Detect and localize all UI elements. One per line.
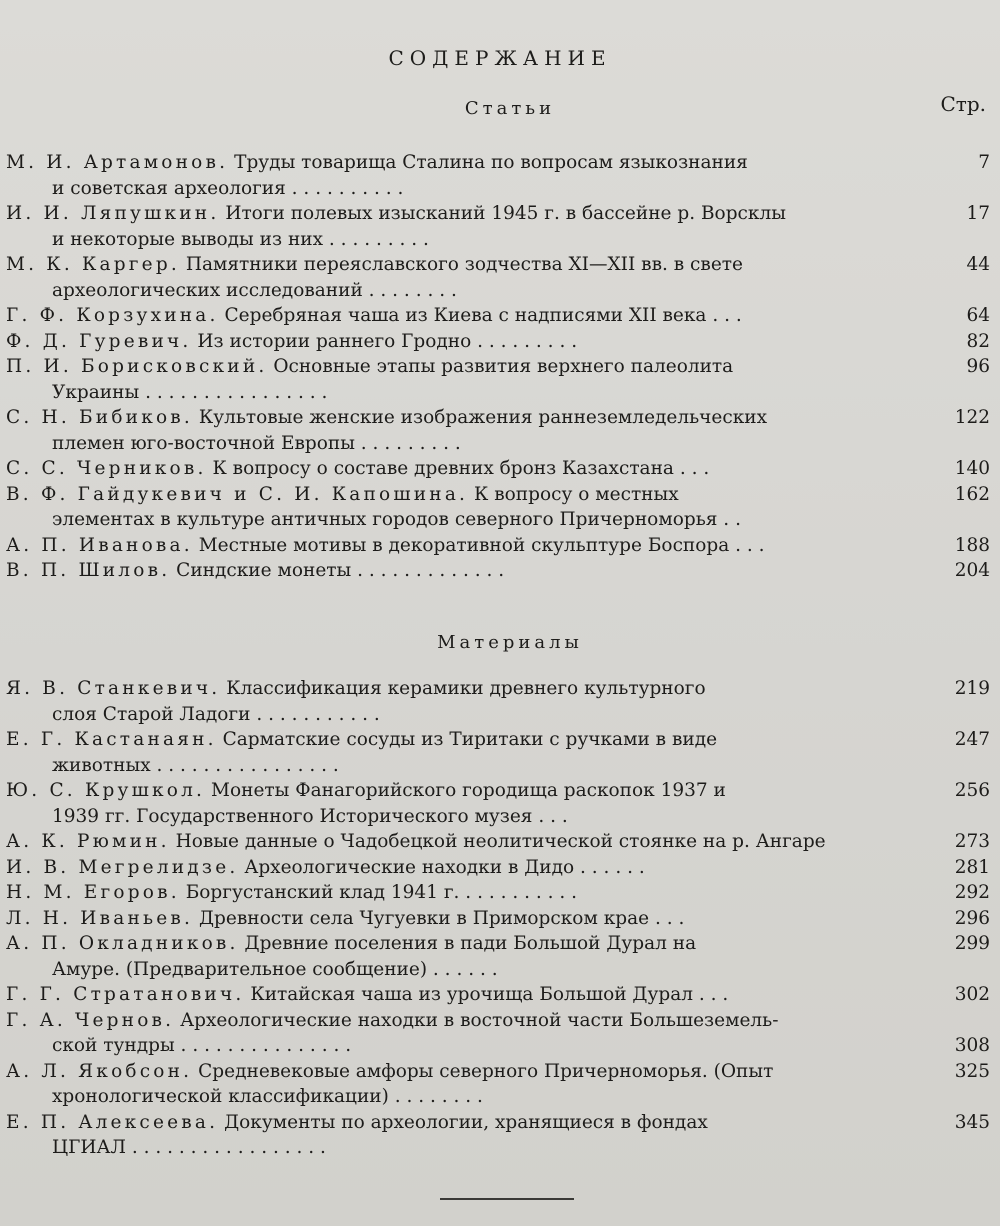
toc-entry-line (6, 1008, 990, 1034)
toc-entry-title: Памятники переяславского зодчества XI—XII вв. в свете (185, 254, 743, 275)
toc-entry-line (6, 176, 990, 202)
toc-entry-page: 122 (954, 407, 990, 428)
toc-entry-line (6, 931, 990, 957)
toc-entry-text (52, 1033, 920, 1059)
toc-entry-page: 140 (954, 458, 990, 479)
materials-list (6, 676, 990, 1161)
toc-entry (6, 1059, 990, 1110)
toc-entry-author: П. И. Борисковский. (6, 356, 268, 377)
toc-entry-author: Г. А. Чернов. (6, 1009, 175, 1031)
toc-entry-page: 292 (954, 882, 990, 903)
toc-entry-page: 162 (954, 483, 990, 505)
toc-entry (6, 982, 990, 1008)
toc-entry-title: ЦГИАЛ . . . . . . . . . . . . . . . . . (52, 1137, 326, 1158)
toc-entry-text (52, 753, 920, 779)
toc-entry-title: и некоторые выводы из них . . . . . . . . . (52, 228, 429, 250)
toc-entry (6, 533, 990, 559)
toc-entry-line (6, 431, 990, 457)
toc-entry-title: К вопросу о составе древних бронз Казахстана . . . (212, 458, 710, 479)
toc-entry (6, 252, 990, 303)
toc-entry-author: В. П. Шилов. (6, 560, 171, 581)
toc-entry-text (52, 227, 920, 253)
toc-entry-title: Средневековые амфоры северного Причерноморья. (Опыт (198, 1060, 774, 1082)
toc-entry-title: Новые данные о Чадобецкой неолитической стоянке на р. Ангаре (175, 831, 826, 852)
toc-entry-author: В. Ф. Гайдукевич и С. И. Капошина. (6, 483, 469, 505)
toc-entry-author: Е. Г. Кастанаян. (6, 729, 217, 750)
toc-entry-title: Археологические находки в Дидо . . . . . . (244, 856, 645, 878)
toc-entry-title: Китайская чаша из урочища Большой Дурал . . . (250, 984, 729, 1005)
toc-entry-line (6, 778, 990, 804)
toc-entry-author: А. Л. Якобсон. (6, 1060, 193, 1082)
toc-entry (6, 906, 990, 932)
toc-entry-text (6, 880, 920, 906)
toc-entry-text (52, 278, 920, 304)
toc-entry-title: Сарматские сосуды из Тиритаки с ручками в виде (222, 729, 718, 750)
toc-entry-line (6, 201, 990, 227)
toc-entry-text (6, 482, 920, 508)
page-title: СОДЕРЖАНИЕ (388, 46, 612, 70)
toc-entry (6, 1008, 990, 1059)
toc-entry-title: Украины . . . . . . . . . . . . . . . . (52, 381, 328, 403)
toc-entry-title: Амуре. (Предварительное сообщение) . . . . . . (52, 958, 498, 980)
toc-entry (6, 778, 990, 829)
toc-entry-line (6, 753, 990, 779)
toc-entry-page: 256 (954, 780, 990, 801)
toc-entry-line (6, 727, 990, 753)
toc-entry (6, 880, 990, 906)
toc-entry-line (6, 303, 990, 329)
toc-entry-page: 204 (954, 560, 990, 581)
toc-entry-line (6, 676, 990, 702)
toc-entry-text (52, 380, 920, 406)
toc-entry-text (6, 778, 920, 804)
toc-entry-title: элементах в культуре античных городов северного Причерноморья . . (52, 509, 741, 530)
toc-entry-line (6, 482, 990, 508)
toc-entry (6, 727, 990, 778)
toc-entry-text (52, 1135, 920, 1161)
closing-rule (440, 1198, 574, 1200)
toc-entry-page: 302 (954, 984, 990, 1005)
toc-entry-line (6, 456, 990, 482)
toc-entry-line (6, 533, 990, 559)
toc-entry-text (6, 252, 920, 278)
toc-entry-author: Е. П. Алексеева. (6, 1111, 219, 1133)
toc-entry-line (6, 507, 990, 533)
toc-entry-page: 188 (954, 534, 990, 556)
toc-entry-text (52, 507, 920, 533)
toc-entry-title: племен юго-восточной Европы . . . . . . . . . (52, 432, 461, 454)
toc-entry-text (52, 431, 920, 457)
toc-entry-line (6, 558, 990, 584)
toc-entry-line (6, 1059, 990, 1085)
toc-entry (6, 354, 990, 405)
toc-entry-text (52, 1084, 920, 1110)
toc-entry-text (52, 804, 920, 830)
toc-entry-text (6, 533, 920, 559)
toc-entry-author: Ф. Д. Гуревич. (6, 330, 192, 352)
toc-entry-author: Г. Ф. Корзухина. (6, 305, 219, 326)
toc-entry (6, 329, 990, 355)
toc-entry-page: 281 (954, 856, 990, 878)
toc-entry-author: С. Н. Бибиков. (6, 407, 194, 428)
toc-entry-text (6, 727, 920, 753)
toc-entry-text (6, 982, 920, 1008)
toc-entry-author: М. К. Каргер. (6, 254, 180, 275)
toc-entry-line (6, 982, 990, 1008)
toc-entry-title: Документы по археологии, хранящиеся в фондах (224, 1111, 708, 1133)
toc-entry-page: 17 (966, 203, 990, 224)
toc-entry-author: Я. В. Станкевич. (6, 678, 221, 699)
toc-entry-text (6, 201, 920, 227)
toc-entry (6, 482, 990, 533)
toc-entry-title: Классификация керамики древнего культурного (226, 678, 706, 699)
toc-entry-text (6, 931, 920, 957)
toc-entry-line (6, 278, 990, 304)
toc-entry-author: Ю. С. Крушкол. (6, 780, 206, 801)
toc-entry-title: Местные мотивы в декоративной скульптуре Боспора . . . (198, 534, 765, 556)
toc-entry-page: 44 (966, 254, 990, 275)
toc-entry-text (52, 702, 920, 728)
toc-entry-page: 273 (954, 831, 990, 852)
toc-entry (6, 829, 990, 855)
toc-entry-text (6, 1059, 920, 1085)
toc-entry-page: 7 (978, 152, 990, 173)
toc-entry (6, 150, 990, 201)
toc-entry (6, 303, 990, 329)
toc-entry-title: Синдские монеты . . . . . . . . . . . . . (176, 560, 505, 581)
toc-entry (6, 1110, 990, 1161)
toc-entry (6, 855, 990, 881)
toc-entry-title: Боргустанский клад 1941 г. . . . . . . . . . . (185, 882, 578, 903)
toc-entry-title: и советская археология . . . . . . . . . . (52, 177, 404, 199)
toc-entry-line (6, 1084, 990, 1110)
toc-entry-title: Культовые женские изображения раннеземледельческих (198, 407, 768, 428)
toc-entry-page: 82 (966, 330, 990, 352)
toc-entry-text (6, 303, 920, 329)
toc-entry-text (6, 829, 920, 855)
toc-entry-title: Итоги полевых изысканий 1945 г. в бассейне р. Ворсклы (225, 203, 786, 224)
toc-entry-author: М. И. Артамонов. (6, 152, 229, 173)
toc-entry-text (6, 1008, 920, 1034)
toc-entry (6, 405, 990, 456)
toc-entry-title: Из истории раннего Гродно . . . . . . . . . (197, 330, 578, 352)
toc-entry-line (6, 380, 990, 406)
toc-entry-text (6, 676, 920, 702)
toc-entry-page: 325 (954, 1060, 990, 1082)
toc-entry-title: ской тундры . . . . . . . . . . . . . . . (52, 1035, 352, 1056)
toc-entry-page: 299 (954, 933, 990, 954)
toc-entry-title: Труды товарища Сталина по вопросам языкознания (234, 152, 748, 173)
toc-entry-line (6, 880, 990, 906)
toc-entry-title: хронологической классификации) . . . . . . . . (52, 1086, 483, 1107)
toc-entry (6, 456, 990, 482)
toc-entry-text (52, 176, 920, 202)
toc-entry-line (6, 329, 990, 355)
toc-entry-title: животных . . . . . . . . . . . . . . . . (52, 754, 339, 776)
toc-entry-text (52, 957, 920, 983)
toc-entry-author: А. П. Иванова. (6, 534, 193, 556)
toc-entry-text (6, 354, 920, 380)
toc-entry-line (6, 405, 990, 431)
toc-entry-title: К вопросу о местных (474, 483, 679, 505)
toc-entry (6, 558, 990, 584)
toc-entry-author: И. В. Мегрелидзе. (6, 856, 239, 878)
toc-entry-title: Монеты Фанагорийского городища раскопок 1937 и (211, 780, 726, 801)
toc-entry-line (6, 702, 990, 728)
toc-entry (6, 931, 990, 982)
toc-entry-text (6, 1110, 920, 1136)
toc-entry-line (6, 227, 990, 253)
toc-entry-author: Л. Н. Иваньев. (6, 907, 194, 929)
toc-entry-text (6, 329, 920, 355)
toc-entry-author: И. И. Ляпушкин. (6, 203, 220, 224)
toc-entry-line (6, 1110, 990, 1136)
articles-list (6, 150, 990, 584)
page-column-label: Стр. (940, 92, 986, 116)
toc-entry-text (6, 906, 920, 932)
toc-entry-page: 296 (954, 907, 990, 929)
section-heading-materials: Материалы (437, 632, 583, 653)
toc-entry-line (6, 150, 990, 176)
toc-entry-title: слоя Старой Ладоги . . . . . . . . . . . (52, 703, 380, 725)
toc-entry-title: археологических исследований . . . . . . . . (52, 279, 457, 301)
toc-entry-page: 247 (954, 729, 990, 750)
toc-entry-line (6, 855, 990, 881)
toc-entry-text (6, 855, 920, 881)
toc-entry (6, 676, 990, 727)
toc-entry-line (6, 804, 990, 830)
toc-entry-text (6, 150, 920, 176)
toc-entry-text (6, 456, 920, 482)
toc-entry-text (6, 405, 920, 431)
toc-entry-author: Г. Г. Стратанович. (6, 984, 245, 1005)
toc-entry-author: С. С. Черников. (6, 458, 207, 479)
toc-entry-author: Н. М. Егоров. (6, 882, 180, 903)
toc-entry-line (6, 252, 990, 278)
toc-entry-title: Археологические находки в восточной части Большеземель- (180, 1009, 779, 1031)
toc-entry-title: 1939 гг. Государственного Исторического музея . . . (52, 805, 568, 827)
toc-entry-text (6, 558, 920, 584)
toc-entry-page: 308 (954, 1035, 990, 1056)
toc-entry-author: А. К. Рюмин. (6, 831, 170, 852)
toc-entry (6, 201, 990, 252)
toc-entry-line (6, 354, 990, 380)
toc-entry-page: 96 (966, 356, 990, 377)
toc-entry-title: Основные этапы развития верхнего палеолита (273, 356, 734, 377)
toc-entry-title: Древние поселения в пади Большой Дурал на (244, 933, 697, 954)
toc-entry-line (6, 1033, 990, 1059)
section-heading-articles: Статьи (464, 98, 556, 119)
toc-entry-line (6, 957, 990, 983)
toc-entry-page: 345 (954, 1111, 990, 1133)
toc-entry-title: Серебряная чаша из Киева с надписями XII века . . . (224, 305, 742, 326)
toc-entry-line (6, 829, 990, 855)
toc-entry-line (6, 906, 990, 932)
toc-entry-page: 219 (954, 678, 990, 699)
toc-entry-page: 64 (966, 305, 990, 326)
toc-entry-author: А. П. Окладников. (6, 933, 239, 954)
toc-entry-line (6, 1135, 990, 1161)
toc-entry-title: Древности села Чугуевки в Приморском крае . . . (199, 907, 685, 929)
